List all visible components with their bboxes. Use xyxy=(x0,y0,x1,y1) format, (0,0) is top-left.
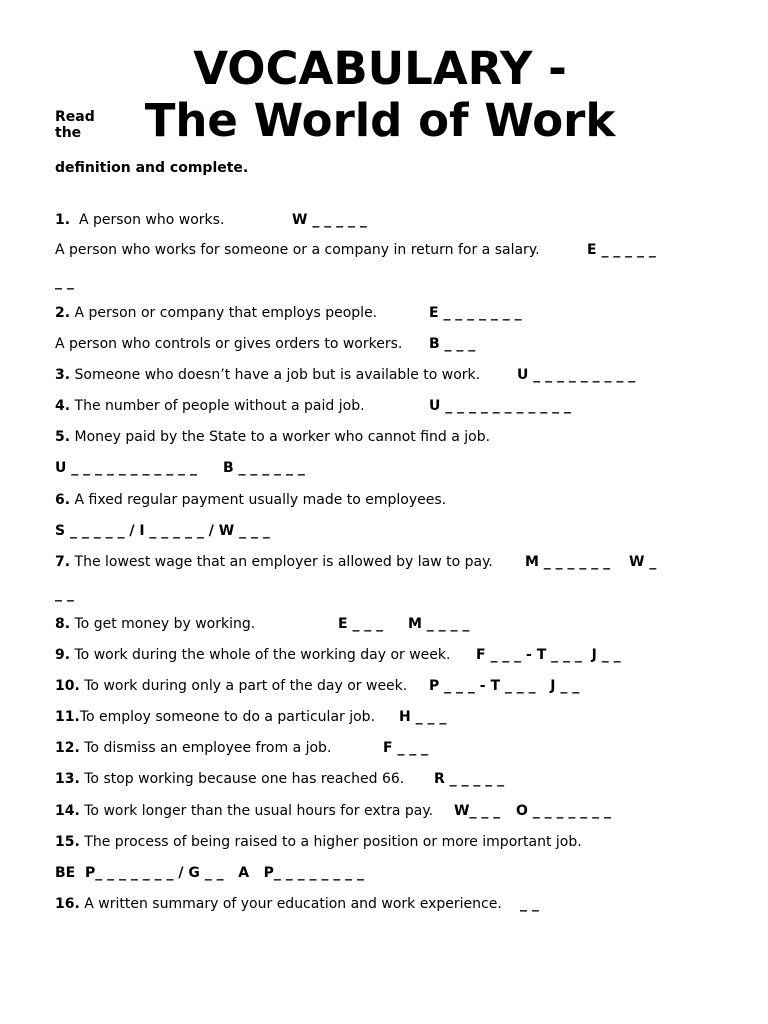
exercise-item-4 xyxy=(55,397,365,415)
worksheet-title-line1: VOCABULARY - xyxy=(193,42,567,95)
item-definition: The number of people without a paid job. xyxy=(70,398,365,414)
item-definition: A written summary of your education and work experience. xyxy=(79,896,502,912)
item-number: 11. xyxy=(55,709,80,725)
instruction-read: Read the xyxy=(55,109,95,141)
item-definition: A fixed regular payment usually made to employees. xyxy=(70,492,447,508)
item-number: 4. xyxy=(55,398,71,414)
instruction-definition: definition and complete. xyxy=(55,160,249,176)
answer-blank: F _ _ _ xyxy=(383,740,429,756)
exercise-item-9 xyxy=(55,646,450,664)
item-definition: A person who works for someone or a company in return for a salary. xyxy=(55,242,540,258)
exercise-item-11 xyxy=(55,708,375,726)
item-number: 7. xyxy=(55,554,71,570)
item-number: 12. xyxy=(55,740,80,756)
answer-blank: E _ _ _ _ _ xyxy=(587,242,656,258)
exercise-item-16 xyxy=(55,895,502,913)
answer-blank: M _ _ _ _ xyxy=(408,616,470,632)
item-number: 6. xyxy=(55,492,71,508)
item-number: 8. xyxy=(55,616,71,632)
answer-blank: E _ _ _ xyxy=(338,616,384,632)
answer-blank: W _ xyxy=(629,554,657,570)
item-definition: A person who controls or gives orders to workers. xyxy=(55,336,403,352)
item-number: 10. xyxy=(55,678,80,694)
answer-blank: F _ _ _ - T _ _ _ J _ _ xyxy=(476,647,621,663)
item-definition: To employ someone to do a particular job. xyxy=(79,709,376,725)
item-definition: To work longer than the usual hours for extra pay. xyxy=(79,803,434,819)
exercise-item-13 xyxy=(55,770,404,788)
item-definition: To dismiss an employee from a job. xyxy=(79,740,332,756)
item-definition: To work during the whole of the working day or week. xyxy=(70,647,451,663)
item-definition: Someone who doesn’t have a job but is available to work. xyxy=(70,367,481,383)
item-number: 16. xyxy=(55,896,80,912)
exercise-item-8 xyxy=(55,615,255,633)
answer-blank: P _ _ _ - T _ _ _ J _ _ xyxy=(429,678,580,694)
answer-blank: U _ _ _ _ _ _ _ _ _ _ _ xyxy=(429,398,571,414)
exercise-item-2 xyxy=(55,304,377,322)
answer-blank: U _ _ _ _ _ _ _ _ _ _ _ xyxy=(55,460,197,476)
item-definition: To get money by working. xyxy=(70,616,256,632)
answer-blank: W_ _ _ xyxy=(454,803,501,819)
exercise-item-14 xyxy=(55,802,433,820)
answer-blank: O _ _ _ _ _ _ _ xyxy=(516,803,612,819)
item-number: 5. xyxy=(55,429,71,445)
item-number: 3. xyxy=(55,367,71,383)
item-definition: A person who works. xyxy=(70,212,225,228)
answer-blank: _ _ xyxy=(520,896,539,912)
answer-blank: H _ _ _ xyxy=(399,709,447,725)
answer-blank: BE P_ _ _ _ _ _ _ / G _ _ A P_ _ _ _ _ _ _ _ xyxy=(55,865,365,881)
item-number: 1. xyxy=(55,212,71,228)
answer-blank: B _ _ _ _ _ _ xyxy=(223,460,305,476)
answer-blank: S _ _ _ _ _ / I _ _ _ _ _ / W _ _ _ xyxy=(55,523,270,539)
item-definition: Money paid by the State to a worker who cannot find a job. xyxy=(70,429,491,445)
exercise-item-1 xyxy=(55,211,224,229)
item-number: 9. xyxy=(55,647,71,663)
item-number: 2. xyxy=(55,305,71,321)
exercise-item-2b xyxy=(55,335,402,353)
item-number: 14. xyxy=(55,803,80,819)
exercise-item-10 xyxy=(55,677,407,695)
item-definition: A person or company that employs people. xyxy=(70,305,378,321)
answer-blank-wrap: _ _ xyxy=(55,586,74,602)
item-definition: The lowest wage that an employer is allowed by law to pay. xyxy=(70,554,493,570)
answer-blank: B _ _ _ xyxy=(429,336,476,352)
exercise-item-6 xyxy=(55,491,446,509)
exercise-item-3 xyxy=(55,366,480,384)
answer-blank: M _ _ _ _ _ _ xyxy=(525,554,611,570)
exercise-item-5 xyxy=(55,428,490,446)
exercise-item-1b xyxy=(55,241,540,259)
answer-blank-wrap: _ _ xyxy=(55,274,74,290)
exercise-item-12 xyxy=(55,739,331,757)
answer-blank: W _ _ _ _ _ xyxy=(292,212,367,228)
answer-blank: U _ _ _ _ _ _ _ _ _ xyxy=(517,367,636,383)
item-definition: To work during only a part of the day or week. xyxy=(79,678,408,694)
exercise-item-15 xyxy=(55,833,582,851)
worksheet-title-line2: The World of Work xyxy=(144,94,616,147)
answer-blank: E _ _ _ _ _ _ _ xyxy=(429,305,522,321)
exercise-item-7 xyxy=(55,553,493,571)
answer-blank: R _ _ _ _ _ xyxy=(434,771,505,787)
item-number: 15. xyxy=(55,834,80,850)
item-definition: To stop working because one has reached 66. xyxy=(79,771,405,787)
item-definition: The process of being raised to a higher position or more important job. xyxy=(79,834,582,850)
item-number: 13. xyxy=(55,771,80,787)
